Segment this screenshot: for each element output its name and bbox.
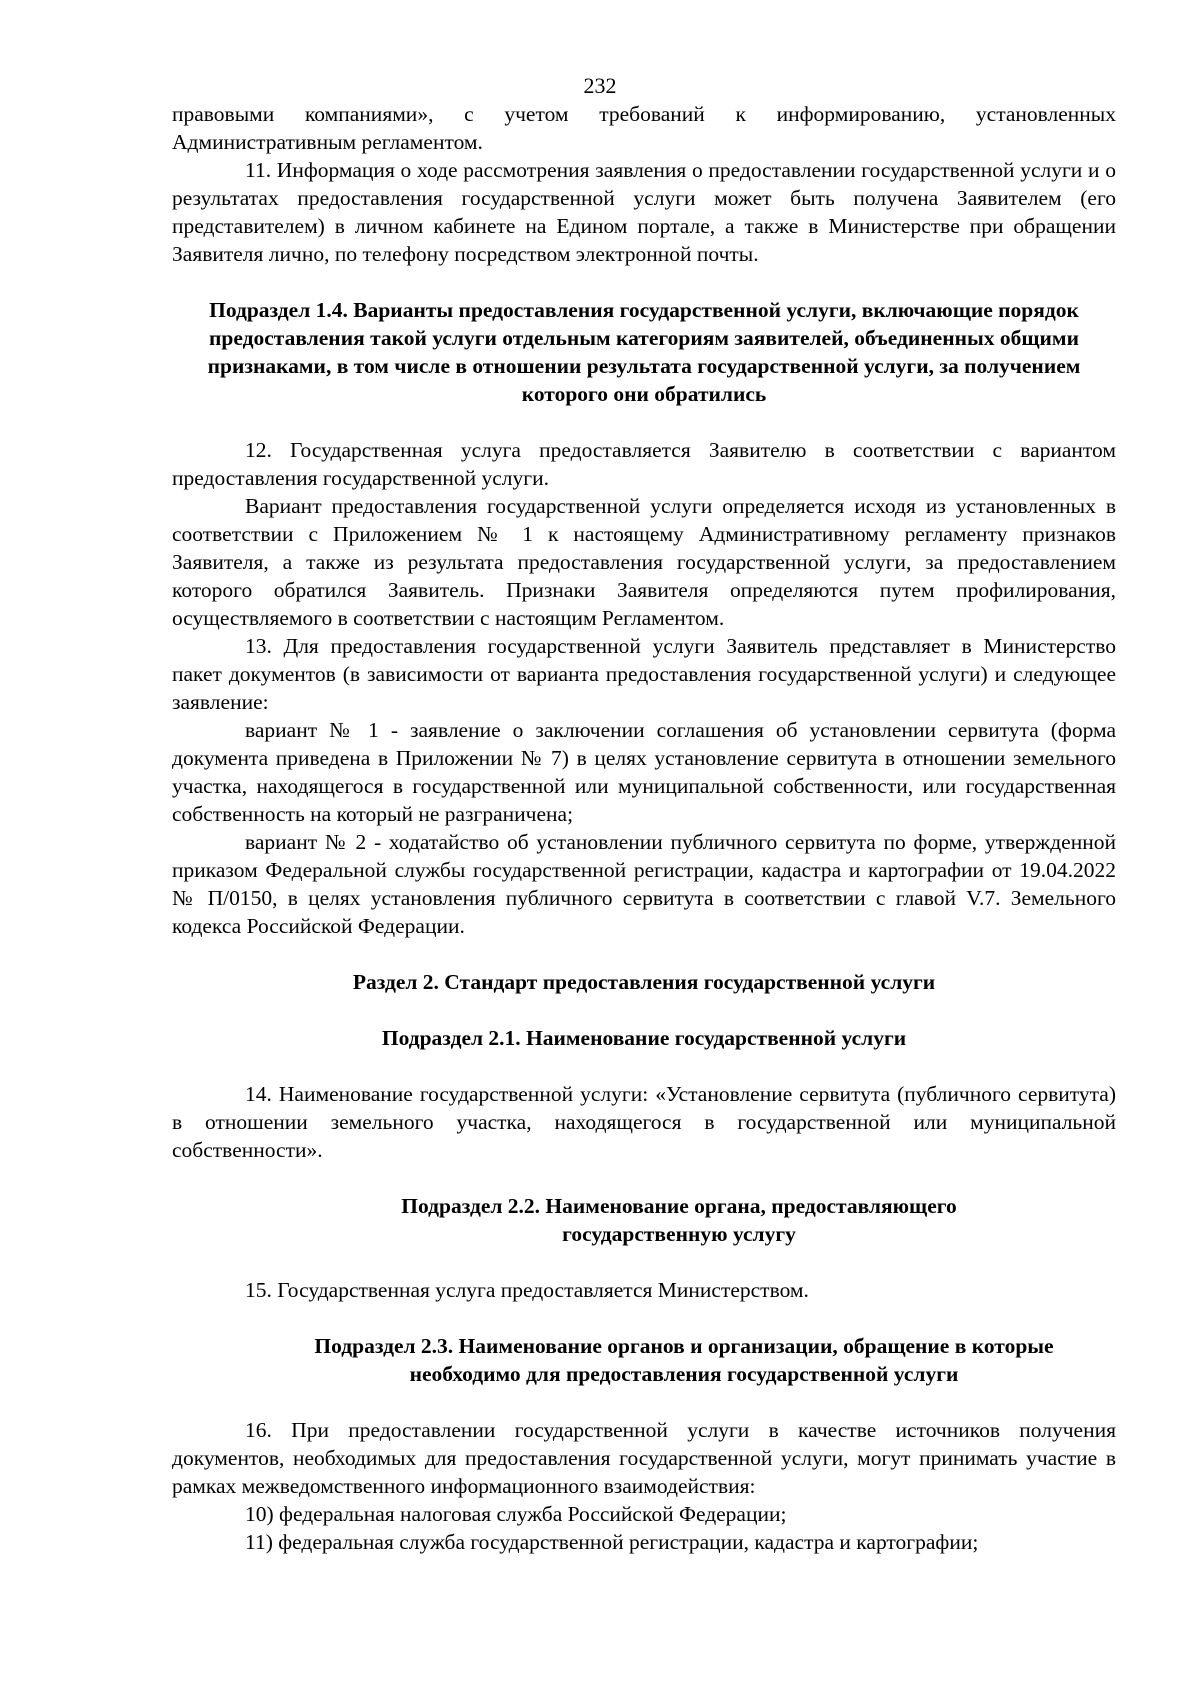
paragraph-14: 14. Наименование государственной услуги: «Установление сервитута (публичного сервитута) в отношении земельного участка, находящегося в государственной или муниципальной собственности». (172, 1082, 1116, 1162)
paragraph-variant-1: вариант № 1 - заявление о заключении соглашения об установлении сервитута (форма документа приведена в Приложении № 7) в целях установление сервитута в отношении земельного участка, находящегося в государственной или муниципальной собственности, или государственная собственность на который не разграничена; (172, 718, 1116, 826)
heading-subsection-2-1: Подраздел 2.1. Наименование государственной услуги (381, 1026, 907, 1050)
paragraph-variant-2: вариант № 2 - ходатайство об установлении публичного сервитута по форме, утвержденной приказом Федеральной службы государственной регистрации, кадастра и картографии от 19.04.2022 № П/0150, в целях установления публичного сервитута в соответствии с главой V.7. Земельного кодекса Российской Федерации. (172, 830, 1116, 938)
list-item-10: 10) федеральная налоговая служба Российской Федерации; (245, 1502, 787, 1526)
list-item-11: 11) федеральная служба государственной регистрации, кадастра и картографии; (245, 1530, 979, 1554)
paragraph-13: 13. Для предоставления государственной услуги Заявитель представляет в Министерство пакет документов (в зависимости от варианта предоставления государственной услуги) и следующее заявление: (172, 634, 1116, 714)
heading-section-2: Раздел 2. Стандарт предоставления государственной услуги (352, 970, 936, 994)
paragraph-16: 16. При предоставлении государственной услуги в качестве источников получения документов, необходимых для предоставления государственной услуги, могут принимать участие в рамках межведомственного информационного взаимодействия: (172, 1418, 1116, 1498)
paragraph-12: 12. Государственная услуга предоставляется Заявителю в соответствии с вариантом предоставления государственной услуги. (172, 438, 1116, 490)
page-number: 232 (583, 73, 617, 98)
paragraph-15: 15. Государственная услуга предоставляется Министерством. (245, 1278, 809, 1302)
document-body (172, 100, 1116, 1556)
heading-subsection-2-2: Подраздел 2.2. Наименование органа, предоставляющего государственную услугу (401, 1194, 957, 1246)
paragraph-continuation: правовыми компаниями», с учетом требований к информированию, установленных Административным регламентом. (172, 102, 1116, 154)
heading-subsection-2-3: Подраздел 2.3. Наименование органов и организации, обращение в которые необходимо для предоставления государственной услуги (314, 1334, 1054, 1386)
paragraph-variant-definition: Вариант предоставления государственной услуги определяется исходя из установленных в соответствии с Приложением № 1 к настоящему Административному регламенту признаков Заявителя, а также из результата предоставления государственной услуги, за предоставлением которого обратился Заявитель. Признаки Заявителя определяются путем профилирования, осуществляемого в соответствии с настоящим Регламентом. (172, 494, 1116, 630)
heading-subsection-1-4: Подраздел 1.4. Варианты предоставления государственной услуги, включающие порядок предоставления такой услуги отдельным категориям заявителей, объединенных общими признаками, в том числе в отношении результата государственной услуги, за получением которого они обратились (207, 298, 1081, 406)
paragraph-11: 11. Информация о ходе рассмотрения заявления о предоставлении государственной услуги и о результатах предоставления государственной услуги может быть получена Заявителем (его представителем) в личном кабинете на Едином портале, а также в Министерстве при обращении Заявителя лично, по телефону посредством электронной почты. (172, 158, 1116, 266)
